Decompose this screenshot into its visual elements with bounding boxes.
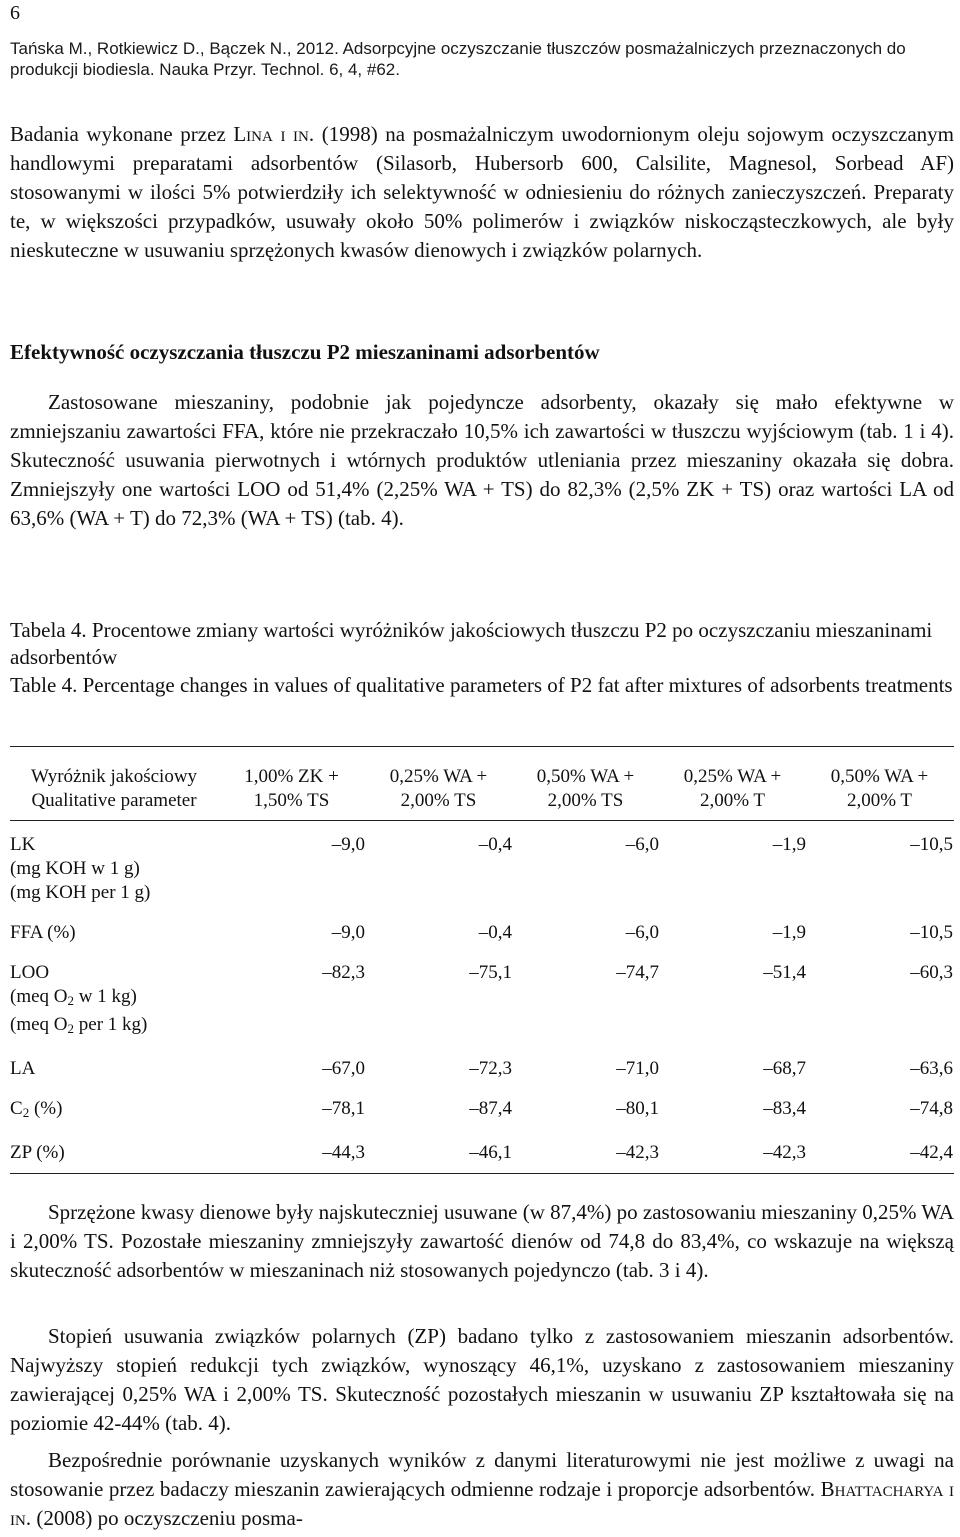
table-row — [10, 1097, 954, 1125]
running-header: Tańska M., Rotkiewicz D., Bączek N., 2012. Adsorpcyjne oczyszczanie tłuszczów posmażalniczych przeznaczonych do produkcji biodiesla. Nauka Przyr. Technol. 6, 4, #62. — [10, 39, 906, 79]
table-row — [10, 961, 954, 1041]
paragraph-2: Zastosowane mieszaniny, podobnie jak pojedyncze adsorbenty, okazały się mało efektywne w zmniejszaniu zawartości FFA, które nie przekraczało 10,5% ich zawartości w tłuszczu wyjściowym (tab. 1 i 4). Skuteczność usuwania pierwotnych i wtórnych produktów utleniania przez mieszaniny okazała się dobra. Zmniejszyły one wartości LOO od 51,4% (2,25% WA + TS) do 82,3% (2,5% ZK + TS) oraz wartości LA od 63,6% (WA + T) do 72,3% (WA + TS) (tab. 4). — [10, 390, 954, 530]
table-cell: –44,3 — [322, 1142, 365, 1163]
table-cell: –0,4 — [478, 922, 512, 943]
table-cell: –60,3 — [910, 962, 953, 983]
table-cell: –0,4 — [478, 834, 512, 855]
intro-author: Lina i in. — [233, 122, 315, 146]
table-row — [10, 921, 954, 945]
table-cell: –9,0 — [331, 834, 365, 855]
col-header-4: 0,25% WA + 2,00% T — [683, 766, 782, 811]
row-label: LOO (meq $O_2$ w 1 kg) (meq $O_2$ per 1 kg) — [10, 962, 148, 1036]
p5-rest: (2008) po oczyszczeniu posma- — [31, 1506, 303, 1530]
row-label: LA — [10, 1058, 36, 1079]
table-cell: –67,0 — [322, 1058, 365, 1079]
table-cell: –10,5 — [910, 834, 953, 855]
table-cell: –6,0 — [625, 834, 659, 855]
table-cell: –78,1 — [322, 1098, 365, 1119]
table-cell: –80,1 — [616, 1098, 659, 1119]
table-cell: –42,4 — [910, 1142, 953, 1163]
table-cell: –71,0 — [616, 1058, 659, 1079]
col-header-2: 0,25% WA + 2,00% TS — [389, 766, 488, 811]
page-number: 6 — [10, 2, 20, 24]
table-caption-en: Table 4. Percentage changes in values of qualitative parameters of P2 fat after mixtures of adsorbents treatments — [10, 673, 953, 697]
table-cell: –10,5 — [910, 922, 953, 943]
table-cell: –75,1 — [469, 962, 512, 983]
p5-pre: Bezpośrednie porównanie uzyskanych wyników z danymi literaturowymi nie jest możliwe z uwagi na stosowanie przez badaczy mieszanin zawierających odmienne rodzaje i proporcje adsorbentów. — [10, 1448, 954, 1501]
table-cell: –68,7 — [763, 1058, 806, 1079]
table-row — [10, 833, 954, 905]
table-cell: –42,3 — [763, 1142, 806, 1163]
paragraph-3: Sprzężone kwasy dienowe były najskuteczniej usuwane (w 87,4%) po zastosowaniu mieszaniny 0,25% WA i 2,00% TS. Pozostałe mieszaniny zmniejszyły zawartość dienów od 74,8 do 83,4%, co wskazuje na większą skuteczność adsorbentów w mieszaninach niż stosowanych pojedynczo (tab. 3 i 4). — [10, 1200, 954, 1282]
row-label: LK (mg KOH w 1 g) (mg KOH per 1 g) — [10, 834, 151, 903]
table-cell: –6,0 — [625, 922, 659, 943]
table-caption-pl: Tabela 4. Procentowe zmiany wartości wyróżników jakościowych tłuszczu P2 po oczyszczaniu mieszaninami adsorbentów — [10, 618, 933, 669]
table-cell: –87,4 — [469, 1098, 512, 1119]
table-cell: –63,6 — [910, 1058, 953, 1079]
paragraph-5 — [10, 1446, 954, 1533]
intro-pre: Badania wykonane przez — [10, 122, 234, 146]
row-label: $C_2$ (%) — [10, 1098, 63, 1120]
data-table — [10, 765, 954, 1181]
table-body — [10, 833, 954, 1165]
table-row — [10, 1057, 954, 1081]
table-cell: –1,9 — [772, 834, 806, 855]
row-label: FFA (%) — [10, 922, 76, 943]
table-cell: –74,8 — [910, 1098, 953, 1119]
table-top-rule — [10, 746, 954, 747]
table-cell: –9,0 — [331, 922, 365, 943]
table-header-row — [10, 765, 954, 813]
table-cell: –1,9 — [772, 922, 806, 943]
table-cell: –42,3 — [616, 1142, 659, 1163]
p5-author: Bhattacharya i in. — [10, 1477, 954, 1530]
table-cell: –72,3 — [469, 1058, 512, 1079]
col-header-parameter: Wyróżnik jakościowy Qualitative parameter — [30, 766, 198, 811]
intro-rest: (1998) na posmażalniczym uwodornionym oleju sojowym oczyszczanym handlowymi preparatami adsorbentów (Silasorb, Hubersorb 600, Calsilite, Magnesol, Sorbead AF) stosowanymi w ilości 5% potwierdziły ich selektywność w odniesieniu do różnych zanieczyszczeń. Preparaty te, w większości przypadków, usuwały około 50% polimerów i związków niskocząsteczkowych, ale były nieskuteczne w usuwaniu sprzężonych kwasów dienowych i związków polarnych. — [10, 122, 954, 262]
table-cell: –46,1 — [469, 1142, 512, 1163]
paragraph-4: Stopień usuwania związków polarnych (ZP) badano tylko z zastosowaniem mieszanin adsorbentów. Najwyższy stopień redukcji tych związków, wynoszący 46,1%, uzyskano z zastosowaniem mieszaniny zawierającej 0,25% WA i 2,00% TS. Skuteczność pozostałych mieszanin w usuwaniu ZP kształtowała się na poziomie 42-44% (tab. 4). — [10, 1324, 954, 1435]
col-header-1: 1,00% ZK + 1,50% TS — [244, 766, 339, 811]
section-heading: Efektywność oczyszczania tłuszczu P2 mieszaninami adsorbentów — [10, 340, 600, 364]
table-cell: –83,4 — [763, 1098, 806, 1119]
table-cell: –74,7 — [616, 962, 659, 983]
col-header-5: 0,50% WA + 2,00% T — [830, 766, 929, 811]
table-cell: –51,4 — [763, 962, 806, 983]
intro-paragraph — [10, 120, 954, 265]
row-label: ZP (%) — [10, 1142, 65, 1163]
col-header-3: 0,50% WA + 2,00% TS — [536, 766, 635, 811]
table-row — [10, 1141, 954, 1165]
table-cell: –82,3 — [322, 962, 365, 983]
